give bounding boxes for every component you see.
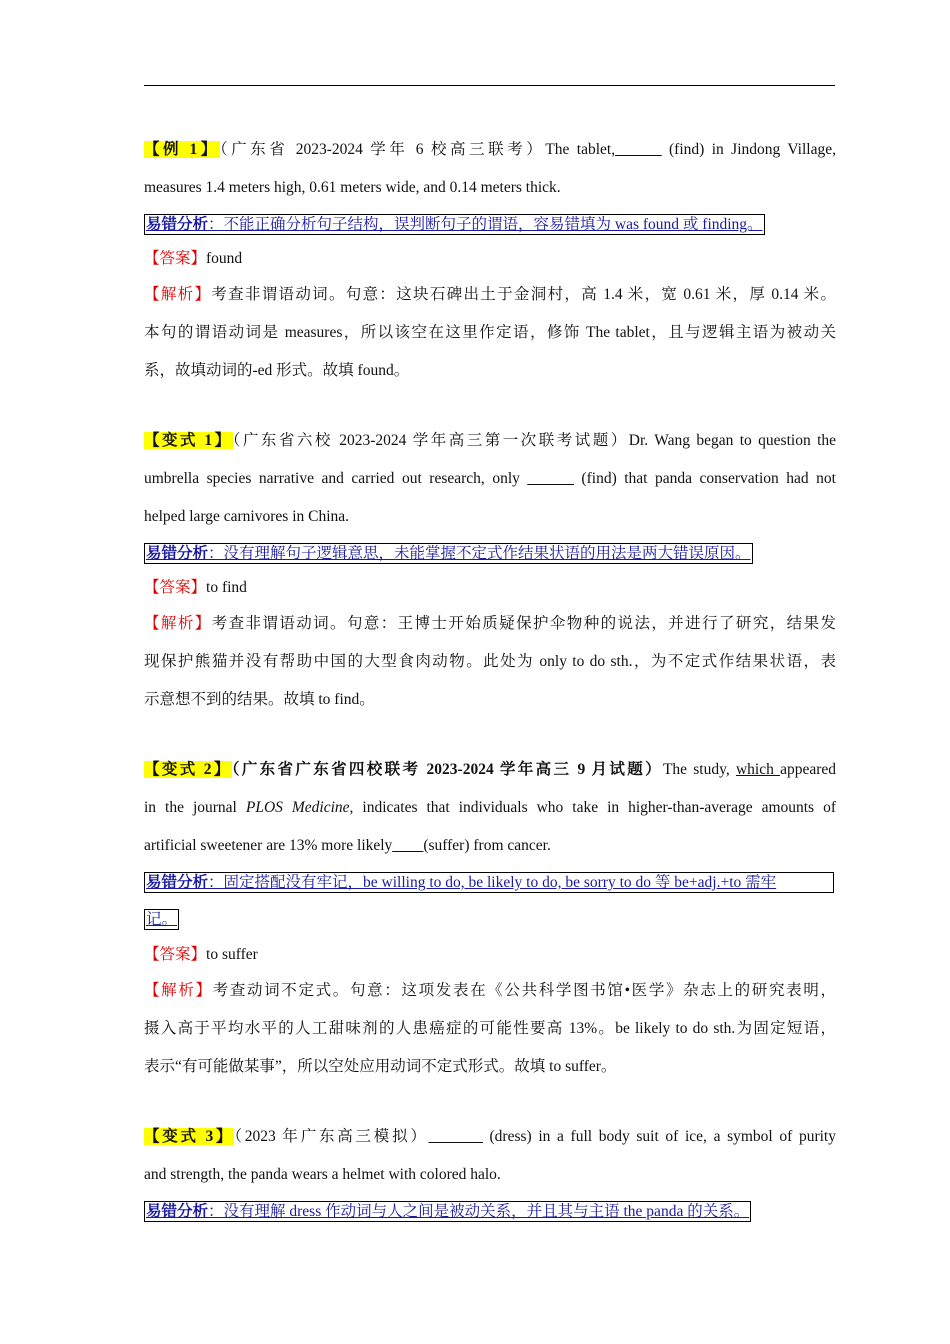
example1-question-line2: measures 1.4 meters high, 0.61 meters wide, and 0.14 meters thick. — [144, 179, 561, 196]
variant2-question-line3: artificial sweetener are 13% more likely____(suffer) from cancer. — [144, 837, 551, 854]
variant2-tag: 【变式 2】 — [144, 761, 232, 778]
variant2-error-analysis-cont: 记。 — [146, 911, 178, 928]
example1-analysis-line1: 【解析】考查非谓语动词。句意：这块石碑出土于金洞村，高 1.4 米，宽 0.61 米，厚 0.14 米。 — [144, 286, 836, 303]
example1-tag: 【例 1】 — [144, 141, 220, 158]
variant1-question-line1: 【变式 1】（广东省六校 2023-2024 学年高三第一次联考试题）Dr. Wang began to question the — [144, 432, 837, 449]
example1-question-line1: 【例 1】（广东省 2023-2024 学年 6 校高三联考）The tablet,______ (find) in Jindong Village, — [144, 141, 836, 158]
variant2-question-line1: 【变式 2】（广东省广东省四校联考 2023-2024 学年高三 9 月试题）The study, which appeared — [144, 761, 836, 778]
example1-analysis-line3: 系，故填动词的-ed 形式。故填 found。 — [144, 362, 410, 379]
variant2-answer: 【答案】to suffer — [144, 946, 258, 963]
variant3-tag: 【变式 3】 — [144, 1128, 235, 1145]
variant1-question-line2: umbrella species narrative and carried out research, only ______ (find) that panda conservation had not — [144, 470, 836, 487]
variant1-blank: ______ — [527, 470, 574, 487]
example1-source: （广东省 2023-2024 学年 6 校高三联考） — [219, 141, 546, 158]
variant1-error-analysis: 易错分析：没有理解句子逻辑意思，未能掌握不定式作结果状语的用法是两大错误原因。 — [146, 545, 751, 562]
example1-answer: 【答案】found — [144, 250, 243, 267]
variant2-blank: ____ — [392, 837, 424, 854]
header-rule — [144, 85, 835, 86]
variant2-error-analysis: 易错分析：固定搭配没有牢记，be willing to do, be likely to do, be sorry to do 等 be+adj.+to 需牢 — [144, 872, 836, 893]
variant2-analysis-line2: 摄入高于平均水平的人工甜味剂的人患癌症的可能性要高 13%。be likely to do sth.为固定短语， — [144, 1020, 836, 1037]
variant1-question-line3: helped large carnivores in China. — [144, 508, 350, 525]
variant1-answer: 【答案】to find — [144, 579, 247, 596]
variant3-error-analysis: 易错分析：没有理解 dress 作动词与人之间是被动关系，并且其与主语 the panda 的关系。 — [146, 1203, 750, 1220]
variant3-question-line1: 【变式 3】（2023 年广东高三模拟）_______ (dress) in a full body suit of ice, a symbol of purity — [144, 1128, 836, 1145]
variant3-question-line2: and strength, the panda wears a helmet with colored halo. — [144, 1166, 501, 1183]
variant2-question-line2: in the journal PLOS Medicine, indicates that individuals who take in higher-than-average amounts of — [144, 799, 836, 816]
example1-error-analysis: 易错分析：不能正确分析句子结构，误判断句子的谓语，容易错填为 was found 或 finding。 — [146, 216, 763, 233]
variant1-analysis-line3: 示意想不到的结果。故填 to find。 — [144, 691, 375, 708]
variant1-analysis-line1: 【解析】考查非谓语动词。句意：王博士开始质疑保护伞物种的说法，并进行了研究，结果发 — [144, 615, 836, 632]
example1-blank: ______ — [615, 141, 662, 158]
variant3-blank: _______ — [428, 1128, 483, 1145]
variant2-analysis-line1: 【解析】考查动词不定式。句意：这项发表在《公共科学图书馆•医学》杂志上的研究表明， — [144, 982, 836, 999]
variant2-analysis-line3: 表示“有可能做某事”，所以空处应用动词不定式形式。故填 to suffer。 — [144, 1058, 617, 1075]
example1-analysis-line2: 本句的谓语动词是 measures，所以该空在这里作定语，修饰 The tablet，且与逻辑主语为被动关 — [144, 324, 836, 341]
variant1-analysis-line2: 现保护熊猫并没有帮助中国的大型食肉动物。此处为 only to do sth.，为不定式作结果状语，表 — [144, 653, 836, 670]
variant1-tag: 【变式 1】 — [144, 432, 233, 449]
